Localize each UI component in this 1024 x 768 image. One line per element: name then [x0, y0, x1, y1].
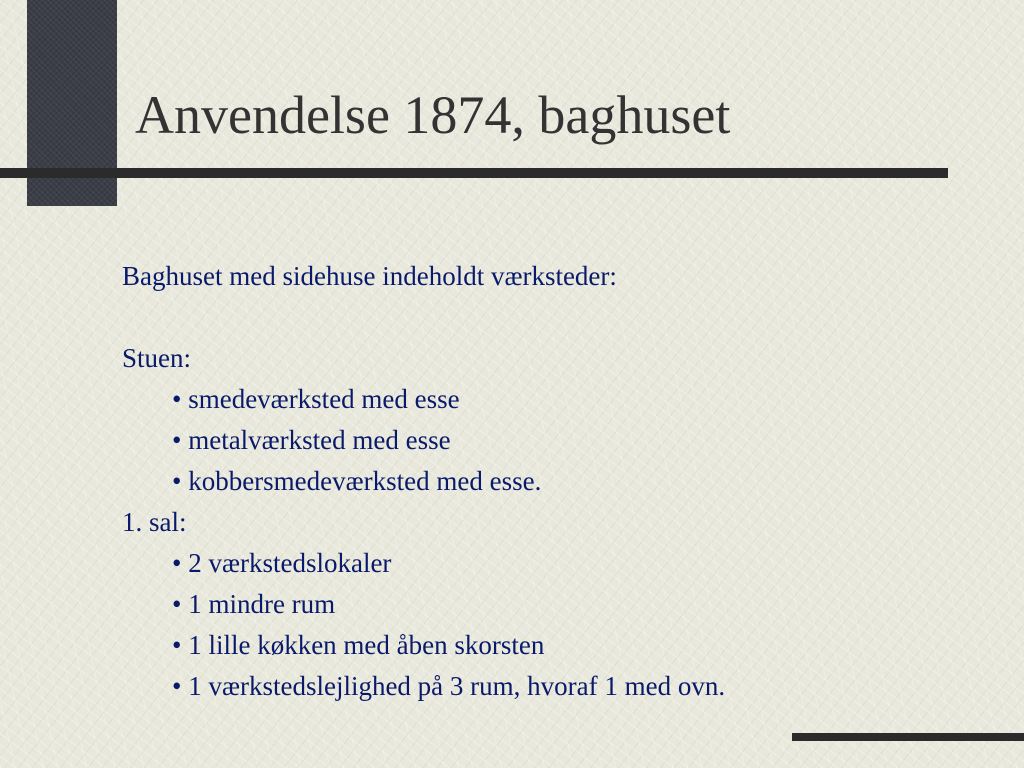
list-item: • metalværksted med esse	[172, 425, 451, 455]
spacer	[122, 297, 1002, 338]
intro-text: Baghuset med sidehuse indeholdt værksteder:	[122, 261, 617, 291]
section-heading-1-sal: 1. sal:	[122, 507, 187, 537]
slide-body	[122, 256, 1002, 707]
list-item: • 1 lille køkken med åben skorsten	[172, 630, 545, 660]
list-item: • kobbersmedeværksted med esse.	[172, 466, 542, 496]
section-heading-stuen: Stuen:	[122, 343, 192, 373]
title-underline-rule	[0, 168, 948, 178]
list-item: • 1 værkstedslejlighed på 3 rum, hvoraf 1 med ovn.	[172, 671, 726, 701]
bottom-rule	[792, 733, 1024, 741]
list-item: • 2 værkstedslokaler	[172, 548, 392, 578]
list-item: • smedeværksted med esse	[172, 384, 460, 414]
list-item: • 1 mindre rum	[172, 589, 336, 619]
slide-title: Anvendelse 1874, baghuset	[135, 85, 731, 145]
